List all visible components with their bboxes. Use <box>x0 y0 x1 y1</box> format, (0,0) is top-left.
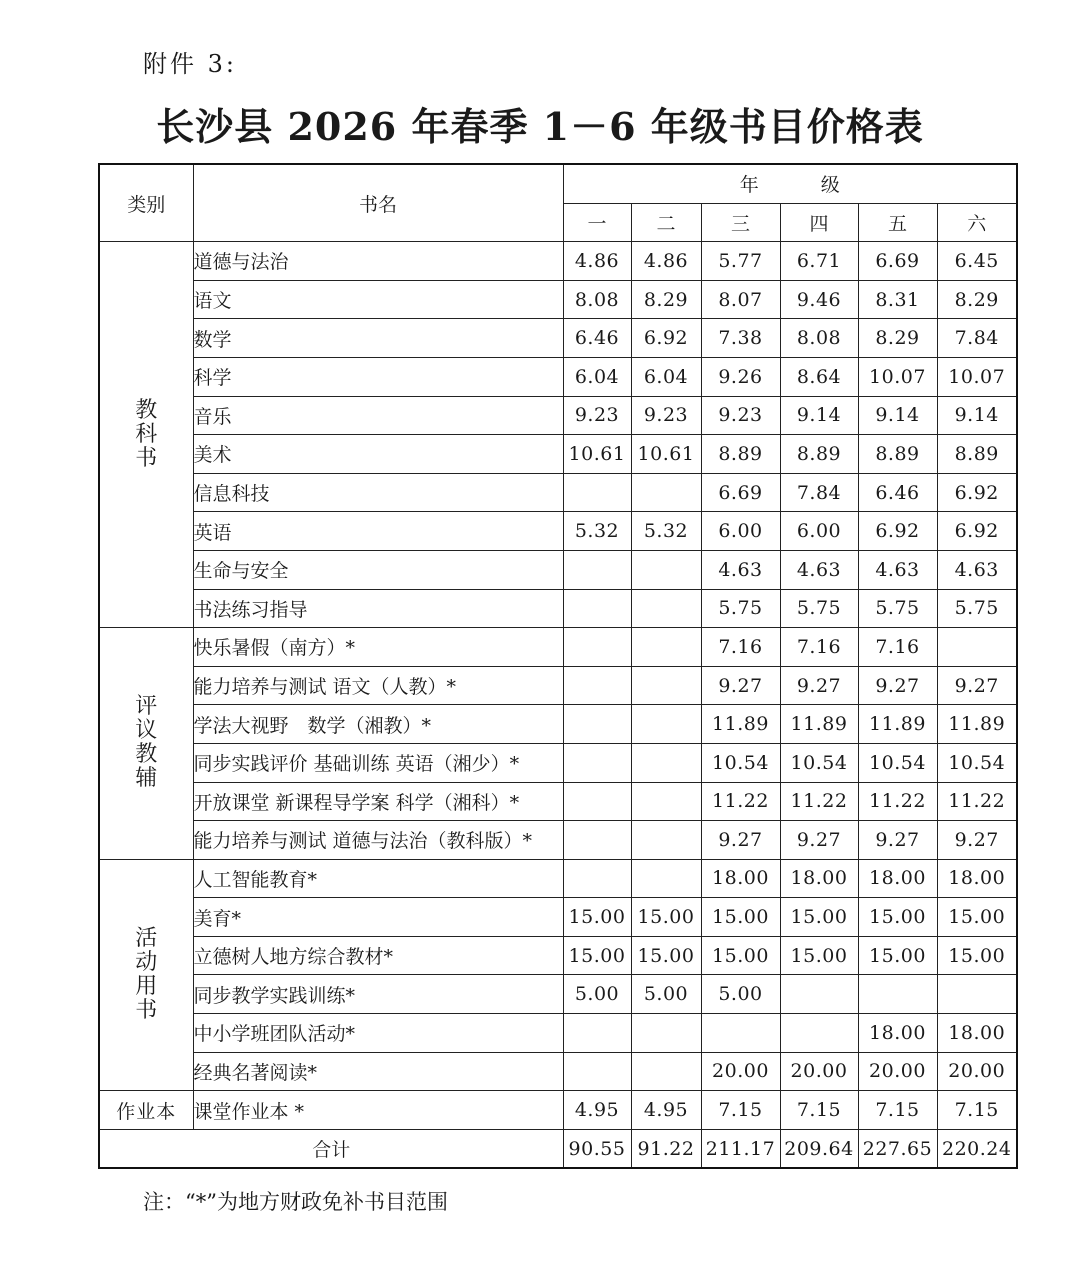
table-row <box>99 280 1017 319</box>
table-body <box>99 242 1017 1169</box>
grade-header-3: 三 <box>701 203 780 242</box>
price-cell: 15.00 <box>858 898 937 937</box>
price-cell: 20.00 <box>701 1052 780 1091</box>
price-cell: 7.15 <box>858 1091 937 1130</box>
price-cell: 20.00 <box>780 1052 858 1091</box>
total-row <box>99 1129 1017 1168</box>
price-cell: 10.54 <box>937 743 1017 782</box>
price-cell <box>937 628 1017 667</box>
price-cell: 8.08 <box>563 280 631 319</box>
grade-header-1: 一 <box>563 203 631 242</box>
book-name-cell: 能力培养与测试 语文（人教）* <box>193 666 563 705</box>
price-cell <box>631 589 701 628</box>
price-cell: 5.32 <box>563 512 631 551</box>
category-label: 教科书 <box>135 397 158 471</box>
book-name-cell: 学法大视野 数学（湘教）* <box>193 705 563 744</box>
price-cell: 4.63 <box>858 550 937 589</box>
price-cell: 18.00 <box>937 1014 1017 1053</box>
price-cell: 7.15 <box>701 1091 780 1130</box>
price-cell: 8.64 <box>780 357 858 396</box>
price-cell: 18.00 <box>858 1014 937 1053</box>
table-row <box>99 512 1017 551</box>
book-name-cell: 音乐 <box>193 396 563 435</box>
price-cell: 8.89 <box>858 435 937 474</box>
price-cell <box>631 550 701 589</box>
price-cell: 5.77 <box>701 242 780 281</box>
price-cell <box>631 628 701 667</box>
table-row <box>99 821 1017 860</box>
book-name-cell: 科学 <box>193 357 563 396</box>
price-cell: 6.92 <box>858 512 937 551</box>
price-cell <box>563 589 631 628</box>
book-name-cell: 美育* <box>193 898 563 937</box>
price-cell: 5.00 <box>631 975 701 1014</box>
price-cell: 9.27 <box>701 821 780 860</box>
table-row <box>99 435 1017 474</box>
table-row <box>99 1014 1017 1053</box>
table-row <box>99 859 1017 898</box>
table-row <box>99 898 1017 937</box>
price-cell: 15.00 <box>631 936 701 975</box>
book-name-cell: 经典名著阅读* <box>193 1052 563 1091</box>
category-cell <box>99 242 193 628</box>
grade-header <box>563 164 1017 203</box>
price-cell <box>563 705 631 744</box>
book-name-cell: 能力培养与测试 道德与法治（教科版）* <box>193 821 563 860</box>
category-cell: 作业本 <box>99 1091 193 1130</box>
table-row <box>99 589 1017 628</box>
price-cell <box>631 821 701 860</box>
price-cell: 11.89 <box>780 705 858 744</box>
grade-header-right: 级 <box>820 174 840 197</box>
price-table <box>98 163 1018 1169</box>
table-row <box>99 782 1017 821</box>
book-name-cell: 同步教学实践训练* <box>193 975 563 1014</box>
table-row <box>99 396 1017 435</box>
price-cell: 6.46 <box>563 319 631 358</box>
price-cell: 7.84 <box>937 319 1017 358</box>
price-cell <box>563 628 631 667</box>
price-cell: 8.07 <box>701 280 780 319</box>
category-cell <box>99 859 193 1091</box>
price-cell <box>563 1052 631 1091</box>
price-cell: 5.32 <box>631 512 701 551</box>
price-cell <box>631 1014 701 1053</box>
price-cell: 6.00 <box>701 512 780 551</box>
price-cell: 227.65 <box>858 1129 937 1168</box>
price-cell: 8.31 <box>858 280 937 319</box>
table-row <box>99 705 1017 744</box>
price-cell: 15.00 <box>937 898 1017 937</box>
attachment-label: 附件 3: <box>143 50 237 78</box>
table-row <box>99 242 1017 281</box>
price-cell: 8.89 <box>937 435 1017 474</box>
price-cell: 4.95 <box>563 1091 631 1130</box>
price-cell: 91.22 <box>631 1129 701 1168</box>
grade-header-left: 年 <box>739 174 759 197</box>
table-row <box>99 743 1017 782</box>
grade-header-4: 四 <box>780 203 858 242</box>
price-cell: 6.04 <box>631 357 701 396</box>
price-cell: 15.00 <box>563 898 631 937</box>
table-row <box>99 666 1017 705</box>
price-cell: 9.27 <box>780 821 858 860</box>
price-cell <box>701 1014 780 1053</box>
price-cell <box>563 473 631 512</box>
price-cell: 20.00 <box>858 1052 937 1091</box>
price-cell <box>631 743 701 782</box>
price-cell: 4.63 <box>937 550 1017 589</box>
price-cell: 15.00 <box>701 898 780 937</box>
price-cell: 6.46 <box>858 473 937 512</box>
book-name-cell: 信息科技 <box>193 473 563 512</box>
price-cell: 8.29 <box>937 280 1017 319</box>
book-name-cell: 同步实践评价 基础训练 英语（湘少）* <box>193 743 563 782</box>
table-row <box>99 1052 1017 1091</box>
book-name-cell: 道德与法治 <box>193 242 563 281</box>
footnote: 注：“*”为地方财政免补书目范围 <box>143 1190 448 1214</box>
price-cell: 9.23 <box>701 396 780 435</box>
price-cell: 9.27 <box>858 821 937 860</box>
price-cell <box>563 550 631 589</box>
price-cell: 10.07 <box>858 357 937 396</box>
price-cell: 5.75 <box>701 589 780 628</box>
book-name-header: 书名 <box>193 164 563 242</box>
price-cell: 15.00 <box>937 936 1017 975</box>
price-cell: 7.15 <box>780 1091 858 1130</box>
price-cell: 7.16 <box>780 628 858 667</box>
price-cell: 6.69 <box>858 242 937 281</box>
book-name-cell: 开放课堂 新课程导学案 科学（湘科）* <box>193 782 563 821</box>
price-cell: 5.75 <box>937 589 1017 628</box>
book-name-cell: 中小学班团队活动* <box>193 1014 563 1053</box>
book-name-cell: 人工智能教育* <box>193 859 563 898</box>
price-cell: 4.63 <box>780 550 858 589</box>
price-cell <box>631 666 701 705</box>
price-cell <box>631 782 701 821</box>
price-cell: 5.75 <box>780 589 858 628</box>
price-cell: 9.27 <box>937 821 1017 860</box>
price-cell: 15.00 <box>858 936 937 975</box>
price-cell: 8.08 <box>780 319 858 358</box>
price-cell: 11.22 <box>701 782 780 821</box>
table-row <box>99 357 1017 396</box>
category-label: 评议教辅 <box>135 694 158 792</box>
table-row <box>99 628 1017 667</box>
price-cell: 6.45 <box>937 242 1017 281</box>
category-cell <box>99 628 193 860</box>
grade-header-2: 二 <box>631 203 701 242</box>
price-cell <box>631 1052 701 1091</box>
price-cell: 5.75 <box>858 589 937 628</box>
price-cell <box>563 859 631 898</box>
price-cell: 7.38 <box>701 319 780 358</box>
book-name-cell: 生命与安全 <box>193 550 563 589</box>
price-cell <box>780 975 858 1014</box>
price-cell: 9.27 <box>858 666 937 705</box>
price-cell <box>563 821 631 860</box>
price-cell: 9.46 <box>780 280 858 319</box>
book-name-cell: 语文 <box>193 280 563 319</box>
price-cell: 9.14 <box>937 396 1017 435</box>
price-cell: 220.24 <box>937 1129 1017 1168</box>
table-row <box>99 319 1017 358</box>
price-cell: 6.04 <box>563 357 631 396</box>
price-cell: 11.89 <box>701 705 780 744</box>
grade-header-6: 六 <box>937 203 1017 242</box>
book-name-cell: 美术 <box>193 435 563 474</box>
table-row <box>99 975 1017 1014</box>
price-cell <box>563 666 631 705</box>
price-cell: 7.16 <box>701 628 780 667</box>
grade-header-5: 五 <box>858 203 937 242</box>
price-cell: 8.89 <box>701 435 780 474</box>
price-cell <box>858 975 937 1014</box>
book-name-cell: 英语 <box>193 512 563 551</box>
price-cell <box>631 473 701 512</box>
book-name-cell: 课堂作业本 * <box>193 1091 563 1130</box>
price-cell: 9.27 <box>780 666 858 705</box>
price-cell <box>631 859 701 898</box>
price-cell: 9.14 <box>780 396 858 435</box>
table-row <box>99 473 1017 512</box>
price-cell: 7.84 <box>780 473 858 512</box>
price-cell: 9.23 <box>631 396 701 435</box>
price-cell <box>937 975 1017 1014</box>
price-cell: 4.86 <box>631 242 701 281</box>
price-cell: 10.54 <box>780 743 858 782</box>
total-label: 合计 <box>99 1129 563 1168</box>
price-cell: 5.00 <box>563 975 631 1014</box>
price-cell: 9.26 <box>701 357 780 396</box>
price-cell: 8.89 <box>780 435 858 474</box>
price-cell: 15.00 <box>780 936 858 975</box>
price-cell: 4.95 <box>631 1091 701 1130</box>
price-cell: 18.00 <box>780 859 858 898</box>
price-cell: 15.00 <box>701 936 780 975</box>
book-name-cell: 快乐暑假（南方）* <box>193 628 563 667</box>
price-cell <box>563 1014 631 1053</box>
price-cell: 5.00 <box>701 975 780 1014</box>
price-cell: 11.22 <box>937 782 1017 821</box>
price-cell: 6.69 <box>701 473 780 512</box>
table-header <box>99 164 1017 242</box>
price-cell <box>631 705 701 744</box>
price-cell: 6.00 <box>780 512 858 551</box>
price-cell: 18.00 <box>858 859 937 898</box>
page-title: 长沙县 2026 年春季 1－6 年级书目价格表 <box>156 104 924 149</box>
table-row <box>99 550 1017 589</box>
price-cell: 15.00 <box>631 898 701 937</box>
price-cell: 9.27 <box>701 666 780 705</box>
price-cell: 18.00 <box>701 859 780 898</box>
price-cell: 6.71 <box>780 242 858 281</box>
price-cell: 7.16 <box>858 628 937 667</box>
price-cell: 8.29 <box>631 280 701 319</box>
price-cell: 4.86 <box>563 242 631 281</box>
price-cell: 20.00 <box>937 1052 1017 1091</box>
price-cell: 4.63 <box>701 550 780 589</box>
price-cell: 10.61 <box>631 435 701 474</box>
book-name-cell: 数学 <box>193 319 563 358</box>
table-row <box>99 1091 1017 1130</box>
price-cell: 7.15 <box>937 1091 1017 1130</box>
price-cell <box>780 1014 858 1053</box>
price-cell: 6.92 <box>937 473 1017 512</box>
price-cell: 10.61 <box>563 435 631 474</box>
price-cell: 15.00 <box>563 936 631 975</box>
price-cell: 211.17 <box>701 1129 780 1168</box>
price-cell: 10.54 <box>858 743 937 782</box>
book-name-cell: 书法练习指导 <box>193 589 563 628</box>
book-name-cell: 立德树人地方综合教材* <box>193 936 563 975</box>
price-cell: 11.22 <box>780 782 858 821</box>
price-cell: 90.55 <box>563 1129 631 1168</box>
price-cell: 6.92 <box>937 512 1017 551</box>
price-cell: 9.14 <box>858 396 937 435</box>
category-header: 类别 <box>99 164 193 242</box>
price-cell: 11.89 <box>937 705 1017 744</box>
price-cell: 15.00 <box>780 898 858 937</box>
price-cell: 9.23 <box>563 396 631 435</box>
price-cell: 8.29 <box>858 319 937 358</box>
table-row <box>99 936 1017 975</box>
price-cell <box>563 782 631 821</box>
price-cell: 209.64 <box>780 1129 858 1168</box>
price-cell: 11.22 <box>858 782 937 821</box>
price-cell: 10.07 <box>937 357 1017 396</box>
price-cell: 18.00 <box>937 859 1017 898</box>
price-cell: 11.89 <box>858 705 937 744</box>
price-cell: 6.92 <box>631 319 701 358</box>
category-label: 活动用书 <box>135 925 158 1023</box>
price-cell: 9.27 <box>937 666 1017 705</box>
price-cell <box>563 743 631 782</box>
price-cell: 10.54 <box>701 743 780 782</box>
